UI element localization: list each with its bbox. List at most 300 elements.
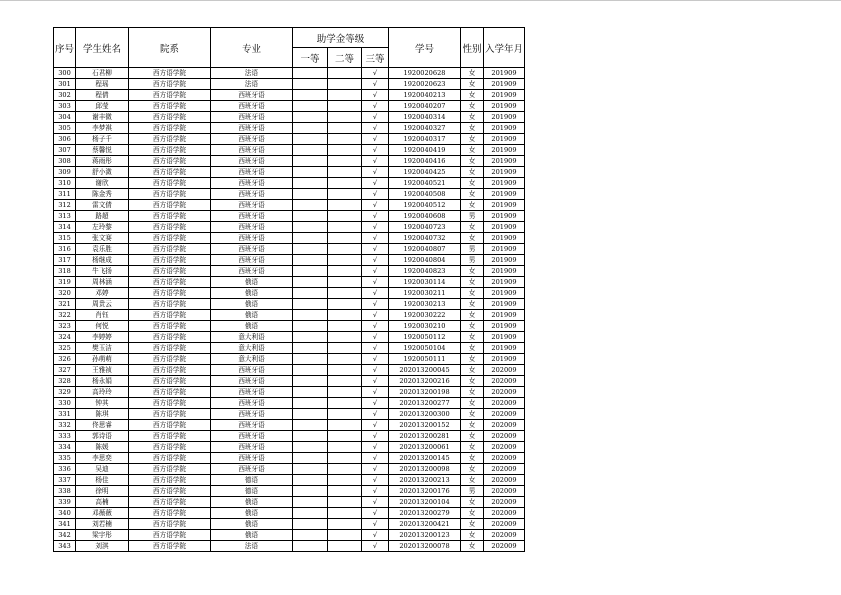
table-row — [54, 90, 525, 101]
cell-seq: 305 — [54, 123, 76, 134]
cell-seq: 332 — [54, 420, 76, 431]
cell-enroll-date: 202009 — [484, 519, 525, 530]
cell-level-2 — [328, 497, 362, 508]
cell-gender: 女 — [461, 189, 484, 200]
cell-college: 西方语学院 — [129, 68, 211, 79]
cell-enroll-date: 202009 — [484, 530, 525, 541]
cell-student-id: 1920050112 — [389, 332, 461, 343]
cell-level-3: √ — [362, 167, 389, 178]
cell-major: 俄语 — [211, 497, 293, 508]
cell-gender: 女 — [461, 178, 484, 189]
cell-level-2 — [328, 79, 362, 90]
cell-level-1 — [293, 90, 328, 101]
cell-major: 西班牙语 — [211, 189, 293, 200]
cell-gender: 女 — [461, 90, 484, 101]
cell-name: 杨永娟 — [76, 376, 129, 387]
cell-student-id: 1920030211 — [389, 288, 461, 299]
cell-college: 西方语学院 — [129, 365, 211, 376]
cell-gender: 女 — [461, 321, 484, 332]
cell-name: 徐明 — [76, 486, 129, 497]
cell-college: 西方语学院 — [129, 101, 211, 112]
cell-enroll-date: 201909 — [484, 299, 525, 310]
header-level-3: 三等 — [362, 48, 389, 68]
cell-name: 佟思睿 — [76, 420, 129, 431]
cell-major: 俄语 — [211, 288, 293, 299]
cell-student-id: 1920030210 — [389, 321, 461, 332]
cell-enroll-date: 201909 — [484, 112, 525, 123]
cell-gender: 女 — [461, 145, 484, 156]
cell-college: 西方语学院 — [129, 376, 211, 387]
cell-name: 王雅祯 — [76, 365, 129, 376]
cell-level-3: √ — [362, 332, 389, 343]
cell-level-3: √ — [362, 255, 389, 266]
table-row — [54, 222, 525, 233]
cell-level-3: √ — [362, 519, 389, 530]
cell-college: 西方语学院 — [129, 90, 211, 101]
cell-level-2 — [328, 332, 362, 343]
cell-level-3: √ — [362, 464, 389, 475]
cell-level-2 — [328, 101, 362, 112]
cell-name: 何悦 — [76, 321, 129, 332]
cell-college: 西方语学院 — [129, 453, 211, 464]
table-row — [54, 178, 525, 189]
cell-level-2 — [328, 156, 362, 167]
cell-level-1 — [293, 420, 328, 431]
cell-level-2 — [328, 200, 362, 211]
cell-level-1 — [293, 255, 328, 266]
cell-gender: 女 — [461, 222, 484, 233]
cell-level-1 — [293, 222, 328, 233]
cell-level-2 — [328, 508, 362, 519]
cell-major: 法语 — [211, 541, 293, 552]
cell-level-2 — [328, 255, 362, 266]
cell-level-3: √ — [362, 266, 389, 277]
cell-college: 西方语学院 — [129, 354, 211, 365]
table-row — [54, 211, 525, 222]
cell-name: 蔡馨悦 — [76, 145, 129, 156]
cell-gender: 女 — [461, 442, 484, 453]
cell-gender: 女 — [461, 343, 484, 354]
cell-major: 西班牙语 — [211, 431, 293, 442]
table-row — [54, 398, 525, 409]
cell-level-1 — [293, 123, 328, 134]
cell-level-2 — [328, 431, 362, 442]
cell-college: 西方语学院 — [129, 134, 211, 145]
cell-gender: 女 — [461, 464, 484, 475]
cell-level-3: √ — [362, 288, 389, 299]
cell-gender: 女 — [461, 156, 484, 167]
cell-seq: 312 — [54, 200, 76, 211]
cell-level-1 — [293, 244, 328, 255]
cell-name: 袁乐胜 — [76, 244, 129, 255]
cell-student-id: 1920040512 — [389, 200, 461, 211]
cell-name: 谢欣 — [76, 178, 129, 189]
table-row — [54, 189, 525, 200]
cell-gender: 男 — [461, 255, 484, 266]
cell-major: 西班牙语 — [211, 464, 293, 475]
cell-level-2 — [328, 112, 362, 123]
cell-level-2 — [328, 321, 362, 332]
cell-level-3: √ — [362, 497, 389, 508]
cell-enroll-date: 202009 — [484, 376, 525, 387]
cell-enroll-date: 202009 — [484, 541, 525, 552]
cell-level-1 — [293, 321, 328, 332]
cell-enroll-date: 201909 — [484, 200, 525, 211]
cell-level-2 — [328, 288, 362, 299]
cell-gender: 女 — [461, 497, 484, 508]
table-row — [54, 233, 525, 244]
cell-level-1 — [293, 266, 328, 277]
cell-enroll-date: 201909 — [484, 101, 525, 112]
cell-name: 石君柳 — [76, 68, 129, 79]
cell-enroll-date: 202009 — [484, 497, 525, 508]
cell-gender: 女 — [461, 387, 484, 398]
cell-gender: 女 — [461, 332, 484, 343]
cell-seq: 323 — [54, 321, 76, 332]
cell-level-3: √ — [362, 486, 389, 497]
table-row — [54, 508, 525, 519]
cell-level-2 — [328, 211, 362, 222]
cell-college: 西方语学院 — [129, 299, 211, 310]
table-row — [54, 464, 525, 475]
table-row — [54, 453, 525, 464]
cell-student-id: 202013200104 — [389, 497, 461, 508]
cell-level-3: √ — [362, 321, 389, 332]
cell-enroll-date: 202009 — [484, 464, 525, 475]
cell-college: 西方语学院 — [129, 310, 211, 321]
cell-student-id: 202013200078 — [389, 541, 461, 552]
header-seq: 序号 — [54, 28, 76, 68]
cell-enroll-date: 201909 — [484, 310, 525, 321]
cell-college: 西方语学院 — [129, 244, 211, 255]
cell-major: 意大利语 — [211, 354, 293, 365]
cell-level-1 — [293, 519, 328, 530]
cell-seq: 341 — [54, 519, 76, 530]
cell-level-2 — [328, 90, 362, 101]
cell-level-3: √ — [362, 277, 389, 288]
cell-name: 牛飞扬 — [76, 266, 129, 277]
cell-seq: 320 — [54, 288, 76, 299]
cell-name: 吴迪 — [76, 464, 129, 475]
cell-seq: 328 — [54, 376, 76, 387]
cell-gender: 女 — [461, 398, 484, 409]
cell-level-3: √ — [362, 508, 389, 519]
cell-college: 西方语学院 — [129, 123, 211, 134]
cell-seq: 300 — [54, 68, 76, 79]
cell-name: 高玲玲 — [76, 387, 129, 398]
cell-gender: 女 — [461, 68, 484, 79]
cell-enroll-date: 201909 — [484, 123, 525, 134]
cell-gender: 女 — [461, 376, 484, 387]
cell-student-id: 1920040732 — [389, 233, 461, 244]
cell-gender: 女 — [461, 277, 484, 288]
cell-seq: 338 — [54, 486, 76, 497]
table-row — [54, 442, 525, 453]
cell-level-1 — [293, 453, 328, 464]
cell-seq: 333 — [54, 431, 76, 442]
cell-level-1 — [293, 354, 328, 365]
cell-student-id: 1920040317 — [389, 134, 461, 145]
cell-level-1 — [293, 387, 328, 398]
table-row — [54, 255, 525, 266]
cell-name: 邓薇薇 — [76, 508, 129, 519]
cell-student-id: 202013200216 — [389, 376, 461, 387]
cell-level-2 — [328, 68, 362, 79]
cell-seq: 309 — [54, 167, 76, 178]
table-row — [54, 101, 525, 112]
cell-seq: 322 — [54, 310, 76, 321]
cell-major: 俄语 — [211, 508, 293, 519]
cell-major: 西班牙语 — [211, 233, 293, 244]
cell-name: 路超 — [76, 211, 129, 222]
cell-student-id: 1920030213 — [389, 299, 461, 310]
cell-major: 西班牙语 — [211, 398, 293, 409]
table-row — [54, 541, 525, 552]
cell-level-3: √ — [362, 354, 389, 365]
cell-name: 肖钰 — [76, 310, 129, 321]
cell-gender: 女 — [461, 409, 484, 420]
cell-name: 李婷婷 — [76, 332, 129, 343]
cell-college: 西方语学院 — [129, 398, 211, 409]
cell-level-1 — [293, 134, 328, 145]
cell-enroll-date: 201909 — [484, 288, 525, 299]
cell-major: 西班牙语 — [211, 178, 293, 189]
cell-college: 西方语学院 — [129, 442, 211, 453]
cell-enroll-date: 201909 — [484, 145, 525, 156]
cell-college: 西方语学院 — [129, 387, 211, 398]
cell-college: 西方语学院 — [129, 233, 211, 244]
cell-enroll-date: 202009 — [484, 409, 525, 420]
cell-seq: 321 — [54, 299, 76, 310]
table-row — [54, 475, 525, 486]
cell-seq: 334 — [54, 442, 76, 453]
cell-enroll-date: 201909 — [484, 332, 525, 343]
cell-college: 西方语学院 — [129, 112, 211, 123]
cell-name: 李梦祺 — [76, 123, 129, 134]
cell-enroll-date: 201909 — [484, 222, 525, 233]
cell-gender: 女 — [461, 101, 484, 112]
cell-student-id: 202013200300 — [389, 409, 461, 420]
cell-level-1 — [293, 310, 328, 321]
cell-seq: 337 — [54, 475, 76, 486]
cell-level-2 — [328, 486, 362, 497]
cell-college: 西方语学院 — [129, 464, 211, 475]
cell-gender: 男 — [461, 211, 484, 222]
cell-enroll-date: 202009 — [484, 475, 525, 486]
table-row — [54, 123, 525, 134]
cell-major: 西班牙语 — [211, 211, 293, 222]
cell-level-1 — [293, 398, 328, 409]
cell-name: 邓婷 — [76, 288, 129, 299]
cell-gender: 女 — [461, 453, 484, 464]
cell-seq: 327 — [54, 365, 76, 376]
cell-level-1 — [293, 156, 328, 167]
cell-level-2 — [328, 244, 362, 255]
cell-student-id: 1920040207 — [389, 101, 461, 112]
cell-level-3: √ — [362, 376, 389, 387]
header-student-id: 学号 — [389, 28, 461, 68]
cell-enroll-date: 201909 — [484, 343, 525, 354]
cell-level-1 — [293, 145, 328, 156]
cell-level-3: √ — [362, 101, 389, 112]
cell-student-id: 202013200281 — [389, 431, 461, 442]
cell-gender: 女 — [461, 365, 484, 376]
cell-major: 西班牙语 — [211, 90, 293, 101]
cell-gender: 女 — [461, 112, 484, 123]
header-name: 学生姓名 — [76, 28, 129, 68]
cell-seq: 308 — [54, 156, 76, 167]
table-row — [54, 288, 525, 299]
cell-level-1 — [293, 365, 328, 376]
cell-seq: 326 — [54, 354, 76, 365]
cell-enroll-date: 201909 — [484, 167, 525, 178]
cell-seq: 331 — [54, 409, 76, 420]
cell-enroll-date: 202009 — [484, 442, 525, 453]
cell-level-3: √ — [362, 387, 389, 398]
cell-level-2 — [328, 277, 362, 288]
cell-major: 法语 — [211, 68, 293, 79]
cell-college: 西方语学院 — [129, 519, 211, 530]
cell-seq: 302 — [54, 90, 76, 101]
top-border-line — [0, 0, 841, 1]
cell-enroll-date: 201909 — [484, 211, 525, 222]
cell-level-2 — [328, 134, 362, 145]
cell-college: 西方语学院 — [129, 79, 211, 90]
cell-major: 意大利语 — [211, 332, 293, 343]
table-row — [54, 486, 525, 497]
cell-level-3: √ — [362, 145, 389, 156]
cell-level-1 — [293, 486, 328, 497]
cell-level-2 — [328, 376, 362, 387]
cell-level-3: √ — [362, 178, 389, 189]
cell-college: 西方语学院 — [129, 266, 211, 277]
cell-level-1 — [293, 79, 328, 90]
header-college: 院系 — [129, 28, 211, 68]
cell-seq: 340 — [54, 508, 76, 519]
cell-student-id: 1920030222 — [389, 310, 461, 321]
cell-student-id: 202013200277 — [389, 398, 461, 409]
cell-gender: 男 — [461, 244, 484, 255]
cell-gender: 女 — [461, 508, 484, 519]
cell-level-1 — [293, 464, 328, 475]
cell-level-3: √ — [362, 156, 389, 167]
cell-level-1 — [293, 68, 328, 79]
cell-name: 郭诗语 — [76, 431, 129, 442]
cell-enroll-date: 201909 — [484, 354, 525, 365]
cell-student-id: 202013200176 — [389, 486, 461, 497]
cell-gender: 女 — [461, 310, 484, 321]
cell-major: 西班牙语 — [211, 156, 293, 167]
cell-major: 西班牙语 — [211, 222, 293, 233]
cell-level-2 — [328, 464, 362, 475]
cell-gender: 女 — [461, 167, 484, 178]
cell-college: 西方语学院 — [129, 486, 211, 497]
cell-level-1 — [293, 167, 328, 178]
cell-college: 西方语学院 — [129, 409, 211, 420]
cell-level-3: √ — [362, 475, 389, 486]
table-row — [54, 79, 525, 90]
cell-major: 西班牙语 — [211, 387, 293, 398]
cell-student-id: 1920040608 — [389, 211, 461, 222]
cell-gender: 女 — [461, 123, 484, 134]
table-row — [54, 376, 525, 387]
cell-level-2 — [328, 343, 362, 354]
cell-enroll-date: 201909 — [484, 68, 525, 79]
cell-gender: 女 — [461, 233, 484, 244]
cell-major: 西班牙语 — [211, 112, 293, 123]
table-row — [54, 387, 525, 398]
cell-college: 西方语学院 — [129, 497, 211, 508]
table-row — [54, 310, 525, 321]
cell-college: 西方语学院 — [129, 431, 211, 442]
cell-student-id: 202013200045 — [389, 365, 461, 376]
cell-gender: 女 — [461, 530, 484, 541]
cell-level-1 — [293, 288, 328, 299]
cell-level-1 — [293, 409, 328, 420]
table-row — [54, 354, 525, 365]
cell-gender: 女 — [461, 420, 484, 431]
table-row — [54, 409, 525, 420]
cell-college: 西方语学院 — [129, 211, 211, 222]
cell-level-3: √ — [362, 409, 389, 420]
cell-seq: 304 — [54, 112, 76, 123]
cell-college: 西方语学院 — [129, 321, 211, 332]
table-row — [54, 299, 525, 310]
cell-seq: 317 — [54, 255, 76, 266]
cell-student-id: 1920040508 — [389, 189, 461, 200]
table-row — [54, 420, 525, 431]
cell-seq: 313 — [54, 211, 76, 222]
cell-name: 左玲黎 — [76, 222, 129, 233]
header-gender: 性别 — [461, 28, 484, 68]
cell-level-2 — [328, 145, 362, 156]
cell-major: 西班牙语 — [211, 442, 293, 453]
cell-student-id: 202013200198 — [389, 387, 461, 398]
cell-level-3: √ — [362, 189, 389, 200]
cell-level-2 — [328, 420, 362, 431]
cell-student-id: 202013200061 — [389, 442, 461, 453]
cell-seq: 335 — [54, 453, 76, 464]
cell-level-1 — [293, 299, 328, 310]
cell-major: 西班牙语 — [211, 101, 293, 112]
cell-level-1 — [293, 189, 328, 200]
cell-major: 西班牙语 — [211, 409, 293, 420]
cell-level-1 — [293, 332, 328, 343]
cell-gender: 女 — [461, 354, 484, 365]
cell-college: 西方语学院 — [129, 541, 211, 552]
cell-enroll-date: 201909 — [484, 233, 525, 244]
cell-level-2 — [328, 266, 362, 277]
cell-level-3: √ — [362, 222, 389, 233]
cell-seq: 314 — [54, 222, 76, 233]
cell-level-1 — [293, 508, 328, 519]
cell-college: 西方语学院 — [129, 189, 211, 200]
cell-seq: 311 — [54, 189, 76, 200]
cell-enroll-date: 201909 — [484, 321, 525, 332]
cell-name: 蒋雨彤 — [76, 156, 129, 167]
cell-college: 西方语学院 — [129, 255, 211, 266]
table-row — [54, 321, 525, 332]
cell-level-3: √ — [362, 134, 389, 145]
cell-major: 西班牙语 — [211, 134, 293, 145]
cell-level-2 — [328, 189, 362, 200]
cell-college: 西方语学院 — [129, 167, 211, 178]
cell-level-1 — [293, 277, 328, 288]
cell-gender: 女 — [461, 288, 484, 299]
cell-enroll-date: 201909 — [484, 277, 525, 288]
table-row — [54, 68, 525, 79]
cell-level-3: √ — [362, 68, 389, 79]
